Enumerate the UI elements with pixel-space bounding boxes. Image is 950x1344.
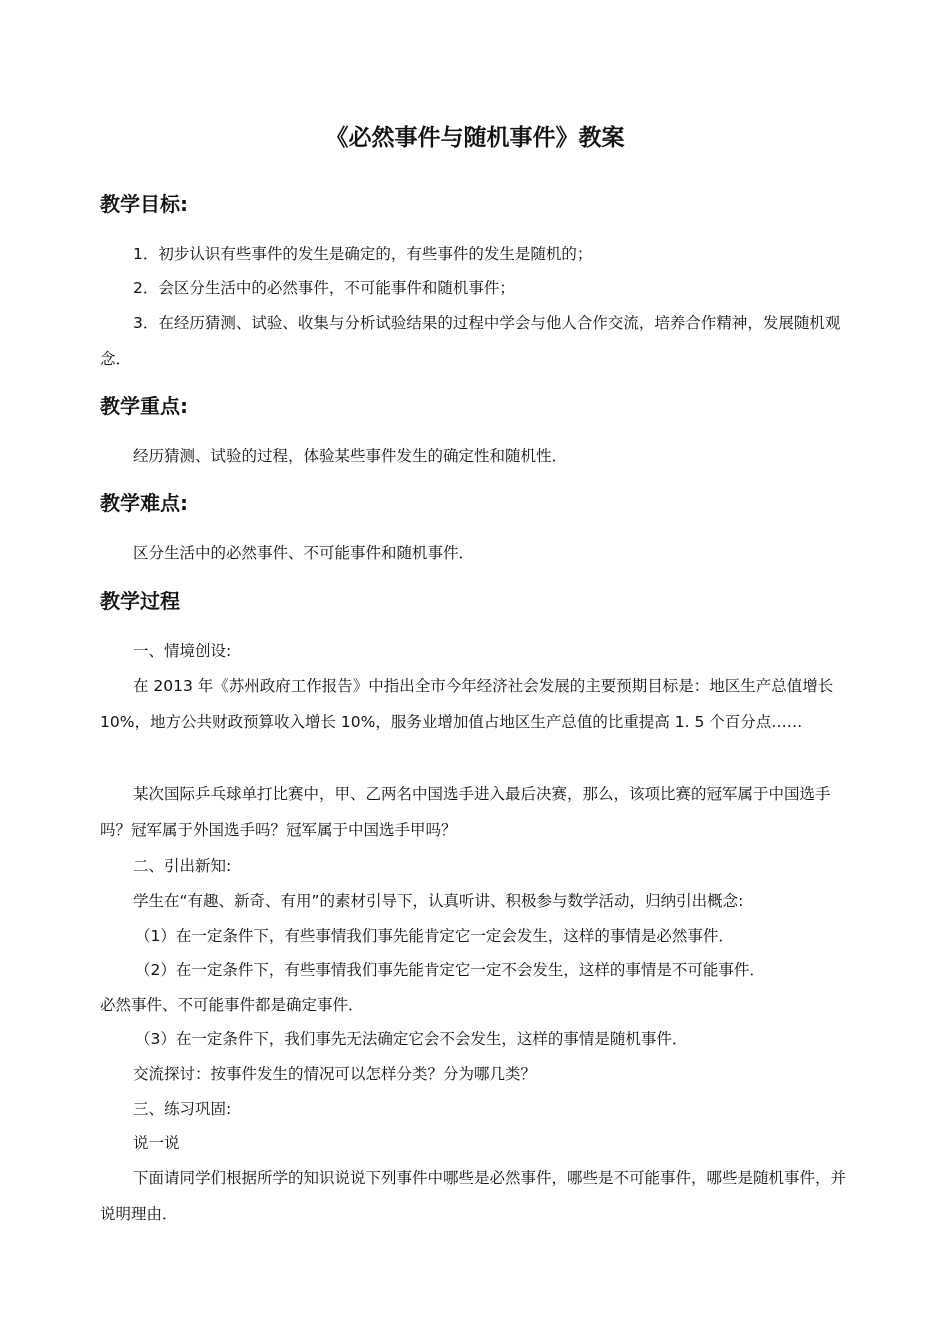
difficulties-text: 区分生活中的必然事件、不可能事件和随机事件．	[133, 544, 475, 562]
section2-title: 二、引出新知:	[133, 857, 232, 875]
key-points-text: 经历猜测、试验的过程，体验某些事件发生的确定性和随机性．	[133, 447, 568, 465]
difficulties-heading: 教学难点:	[100, 491, 188, 515]
objective-item-3: 3．在经历猜测、试验、收集与分析试验结果的过程中学会与他人合作交流，培养合作精神，发展随机观念．	[100, 314, 841, 368]
section1-title: 一、情境创设:	[133, 642, 232, 660]
say-title: 说一说	[133, 1134, 180, 1152]
section1-paragraph-1: 在 2013 年《苏州政府工作报告》中指出全市今年经济社会发展的主要预期目标是：地区生产总值增长 10%，地方公共财政预算收入增长 10%，服务业增加值占地区生产总值的比重提高 1. 5 个百分点……	[100, 677, 834, 731]
process-heading: 教学过程	[100, 589, 180, 613]
objective-item-2: 2．会区分生活中的必然事件，不可能事件和随机事件；	[133, 279, 515, 297]
document-title: 《必然事件与随机事件》教案	[325, 125, 625, 151]
key-points-heading: 教学重点:	[100, 394, 188, 418]
say-text: 下面请同学们根据所学的知识说说下列事件中哪些是必然事件，哪些是不可能事件，哪些是随机事件，并说明理由．	[100, 1169, 847, 1223]
section2-intro: 学生在“有趣、新奇、有用”的素材引导下，认真听讲、积极参与数学活动，归纳引出概念:	[133, 892, 744, 910]
section1-paragraph-2: 某次国际乒乓球单打比赛中，甲、乙两名中国选手进入最后决赛，那么，该项比赛的冠军属于中国选手吗？冠军属于外国选手吗？冠军属于中国选手甲吗？	[100, 785, 831, 839]
objective-item-1: 1．初步认识有些事件的发生是确定的，有些事件的发生是随机的；	[133, 245, 593, 263]
objectives-heading: 教学目标:	[100, 192, 188, 216]
certain-events-note: 必然事件、不可能事件都是确定事件．	[100, 996, 364, 1014]
section3-title: 三、练习巩固:	[133, 1100, 232, 1118]
concept-2: （2）在一定条件下，有些事情我们事先能肯定它一定不会发生，这样的事情是不可能事件．	[135, 961, 765, 979]
concept-1: （1）在一定条件下，有些事情我们事先能肯定它一定会发生，这样的事情是必然事件．	[135, 927, 734, 945]
discussion-text: 交流探讨：按事件发生的情况可以怎样分类？分为哪几类？	[133, 1065, 537, 1083]
concept-3: （3）在一定条件下，我们事先无法确定它会不会发生，这样的事情是随机事件．	[135, 1030, 688, 1048]
